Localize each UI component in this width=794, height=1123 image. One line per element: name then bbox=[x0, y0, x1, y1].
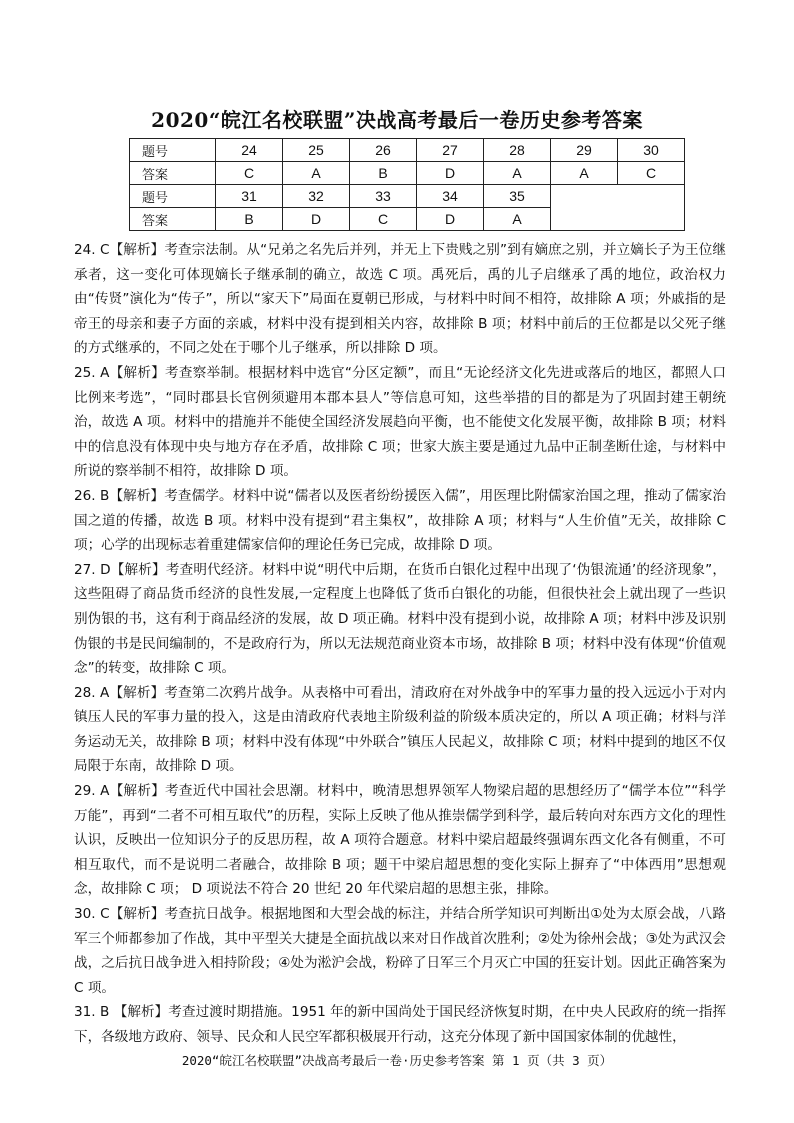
explanation-paragraph: 27. D【解析】考查明代经济。材料中说“明代中后期，在货币白银化过程中出现了‘伪银流通’的经济现象”，这些阻碍了商品货币经济的良性发展,一定程度上也降低了货币白银化的功能，但很快社会上就出现了一些识别伪银的书，这有利于商品经济的发展，故 D 项正确。材料中没有提到小说，故排除 A 项；材料中涉及识别伪银的书是民间编制的，不是政府行为，所以无法规范商业资本市场，故排除 B 项；材料中没有体现“价值观念”的转变，故排除 C 项。 bbox=[74, 561, 726, 677]
row-label: 答案 bbox=[130, 208, 216, 231]
question-number: 28 bbox=[484, 139, 551, 162]
question-number: 27 bbox=[417, 139, 484, 162]
explanation-paragraph: 29. A【解析】考查近代中国社会思潮。材料中，晚清思想界领军人物梁启超的思想经历了“儒学本位”“科学万能”，再到“二者不可相互取代”的历程，实际上反映了他从推崇儒学到科学，最后转向对东西方文化的理性认识，反映出一位知识分子的反思历程，故 A 项符合题意。材料中梁启超最终强调东西文化各有侧重，不可相互取代，而不是说明二者融合，故排除 B 项；题干中梁启超思想的变化实际上摒弃了“中体西用”思想观念，故排除 C 项； D 项说法不符合 20 世纪 20 年代梁启超的思想主张，排除。 bbox=[74, 783, 726, 898]
answer-cell: C bbox=[216, 162, 283, 185]
page-title: 2020“皖江名校联盟”决战高考最后一卷历史参考答案 bbox=[151, 108, 643, 132]
table-row bbox=[130, 139, 685, 162]
explanation-paragraph: 30. C【解析】考查抗日战争。根据地图和大型会战的标注，并结合所学知识可判断出①处为太原会战，八路军三个师都参加了作战，其中平型关大捷是全面抗战以来对日作战首次胜利；②处为徐州会战；③处为武汉会战，之后抗日战争进入相持阶段；④处为淞沪会战，粉碎了日军三个月灭亡中国的狂妄计划。因此正确答案为 C 项。 bbox=[74, 906, 726, 996]
explanations bbox=[74, 238, 726, 1050]
explanation-paragraph: 26. B【解析】考查儒学。材料中说“儒者以及医者纷纷援医入儒”，用医理比附儒家治国之理，推动了儒家治国之道的传播，故选 B 项。材料中没有提到“君主集权”，故排除 A 项；材料与“人生价值”无关，故排除 C 项；心学的出现标志着重建儒家信仰的理论任务已完成，故排除 D 项。 bbox=[74, 487, 726, 554]
answer-cell: B bbox=[216, 208, 283, 231]
answer-table bbox=[129, 138, 685, 231]
row-label: 题号 bbox=[130, 185, 216, 208]
question-number: 34 bbox=[417, 185, 484, 208]
answer-cell: D bbox=[283, 208, 350, 231]
answer-cell: A bbox=[283, 162, 350, 185]
question-number: 29 bbox=[551, 139, 618, 162]
page-footer: 2020“皖江名校联盟”决战高考最后一卷·历史参考答案 第 1 页（共 3 页） bbox=[181, 1053, 613, 1068]
table-row bbox=[130, 162, 685, 185]
explanation-paragraph: 25. A【解析】考查察举制。根据材料中选官“分区定额”，而且“无论经济文化先进或落后的地区，都照人口比例来考选”，“同时郡县长官例须避用本郡本县人”等信息可知，这些举措的目的都是为了巩固封建王朝统治，故选 A 项。材料中的措施并不能使全国经济发展趋向平衡，也不能使文化发展平衡，故排除 B 项；材料中的信息没有体现中央与地方存在矛盾，故排除 C 项；世家大族主要是通过九品中正制垄断仕途，与材料中所说的察举制不相符，故排除 D 项。 bbox=[74, 364, 726, 480]
question-number: 32 bbox=[283, 185, 350, 208]
answer-cell: C bbox=[618, 162, 685, 185]
question-number: 35 bbox=[484, 185, 551, 208]
question-number: 24 bbox=[216, 139, 283, 162]
question-number: 26 bbox=[350, 139, 417, 162]
answer-cell: B bbox=[350, 162, 417, 185]
question-number: 25 bbox=[283, 139, 350, 162]
answer-cell: C bbox=[350, 208, 417, 231]
question-number: 31 bbox=[216, 185, 283, 208]
empty-cell bbox=[551, 185, 685, 231]
answer-cell: A bbox=[551, 162, 618, 185]
question-number: 33 bbox=[350, 185, 417, 208]
table-row bbox=[130, 185, 685, 208]
explanation-paragraph: 28. A【解析】考查第二次鸦片战争。从表格中可看出，清政府在对外战争中的军事力量的投入远远小于对内镇压人民的军事力量的投入，这是由清政府代表地主阶级利益的阶级本质决定的，所以 A 项正确；材料与洋务运动无关，故排除 B 项；材料中没有体现“中外联合”镇压人民起义，故排除 C 项；材料中提到的地区不仅局限于东南，故排除 D 项。 bbox=[74, 684, 726, 775]
answer-cell: D bbox=[417, 162, 484, 185]
explanation-paragraph: 31. B 【解析】考查过渡时期措施。1951 年的新中国尚处于国民经济恢复时期，在中央人民政府的统一指挥下，各级地方政府、领导、民众和人民空军都积极展开行动，这充分体现了新中国国家体制的优越性， bbox=[74, 1004, 726, 1045]
answer-cell: D bbox=[417, 208, 484, 231]
answer-cell: A bbox=[484, 208, 551, 231]
answer-cell: A bbox=[484, 162, 551, 185]
row-label: 答案 bbox=[130, 162, 216, 185]
explanation-paragraph: 24. C【解析】考查宗法制。从“兄弟之名先后并列，并无上下贵贱之别”到有嫡庶之别，并立嫡长子为王位继承者，这一变化可体现嫡长子继承制的确立，故选 C 项。禹死后，禹的儿子启继承了禹的地位，政治权力由“传贤”演化为“传子”，所以“家天下”局面在夏朝已形成，与材料中时间不相符，故排除 A 项；外戚指的是帝王的母亲和妻子方面的亲戚，材料中没有提到相关内容，故排除 B 项；材料中前后的王位都是以父死子继的方式继承的，不同之处在于哪个儿子继承，所以排除 D 项。 bbox=[74, 242, 726, 357]
question-number: 30 bbox=[618, 139, 685, 162]
row-label: 题号 bbox=[130, 139, 216, 162]
